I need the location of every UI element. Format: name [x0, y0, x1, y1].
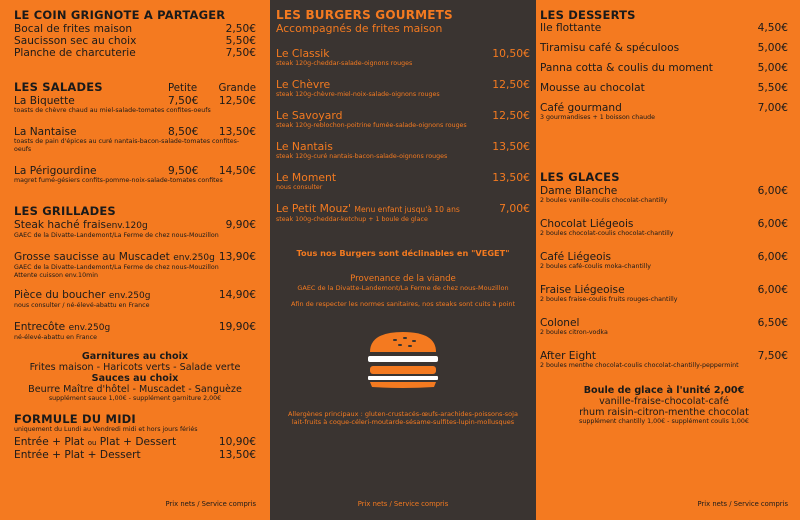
desserts-list: [540, 22, 788, 122]
garnitures-text: Frites maison - Haricots verts - Salade verte: [29, 362, 241, 373]
footer-note: Prix nets / Service compris: [165, 500, 256, 508]
col-petite: Petite: [168, 83, 198, 94]
provenance-text: GAEC de la Divatte-Landemont/La Ferme de chez nous-Mouzillon: [297, 284, 509, 292]
list-item: Panna cotta & coulis du moment 5,00€: [540, 62, 788, 74]
list-item: Bocal de frites maison 2,50€: [14, 23, 256, 35]
burgers-title: LES BURGERS GOURMETS: [276, 8, 453, 22]
formule-note: uniquement du Lundi au Vendredi midi et hors jours fériés: [14, 426, 198, 433]
list-item: Le Moment 13,50€ nous consulter: [276, 171, 530, 191]
list-item: After Eight 7,50€ 2 boules menthe chocolat-coulis chocolat-chantilly-peppermint: [540, 350, 788, 369]
list-item: Entrecôte env.250g 19,90€ né-élevé-abattu en France: [14, 321, 256, 341]
list-item: Fraise Liégeoise 6,00€ 2 boules fraise-coulis fruits rouges-chantilly: [540, 284, 788, 303]
allergenes-line-1: Allergènes principaux : gluten-crustacés-œufs-arachides-poissons-soja: [288, 410, 518, 418]
left-column: [0, 0, 270, 520]
list-item: Ile flottante 4,50€: [540, 22, 788, 34]
list-item: Entrée + Plat ou Plat + Dessert 10,90€: [14, 436, 256, 448]
sauces-text: Beurre Maître d'hôtel - Muscadet - Sanguèze: [28, 384, 242, 395]
list-item: Saucisson sec au choix 5,50€: [14, 35, 256, 47]
glaces-title: LES GLACES: [540, 170, 620, 184]
burgers-list: [276, 47, 530, 224]
desserts-title: LES DESSERTS: [540, 8, 636, 22]
list-item: Mousse au chocolat 5,50€: [540, 82, 788, 94]
right-column: [536, 0, 800, 520]
normes-text: Afin de respecter les normes sanitaires, nos steaks sont cuits à point: [290, 300, 516, 308]
grillades-list: [14, 219, 256, 342]
veget-note: Tous nos Burgers sont déclinables en "VEGET": [296, 248, 510, 258]
grillades-title: LES GRILLADES: [14, 204, 116, 218]
list-item: La Périgourdine 9,50€ 14,50€ magret fumé-gésiers confits-pomme-noix-salade-tomates confites: [14, 165, 256, 184]
footer-note: Prix nets / Service compris: [357, 500, 449, 508]
burgers-subtitle: Accompagnés de frites maison: [276, 22, 443, 35]
burger-icon: [366, 330, 440, 388]
list-item: La Biquette 7,50€ 12,50€ toasts de chèvre chaud au miel-salade-tomates confites-oeufs: [14, 95, 256, 114]
list-item: Colonel 6,50€ 2 boules citron-vodka: [540, 317, 788, 336]
list-item: Pièce du boucher env.250g 14,90€ nous consulter / né-élevé-abattu en France: [14, 289, 256, 309]
salades-title: LES SALADES: [14, 80, 103, 94]
unite-supplement: supplément chantilly 1,00€ - supplément coulis 1,00€: [579, 418, 749, 425]
list-item: Le Savoyard 12,50€ steak 120g-reblochon-poitrine fumée-salade-oignons rouges: [276, 109, 530, 129]
garnitures-block: [14, 351, 256, 403]
list-item: Planche de charcuterie 7,50€: [14, 47, 256, 59]
middle-column: [270, 0, 536, 520]
unite-title: Boule de glace à l'unité 2,00€: [583, 385, 745, 396]
provenance-title: Provenance de la viande: [350, 274, 456, 284]
list-item: La Nantaise 8,50€ 13,50€ toasts de pain d'épices au curé nantais-bacon-salade-tomates confites-oeufs: [14, 126, 256, 153]
glaces-list: [540, 185, 788, 370]
supplement-text: supplément sauce 1,00€ - supplément garniture 2,00€: [48, 395, 222, 402]
list-item: Le Petit Mouz' Menu enfant jusqu'à 10 ans 7,00€ steak 100g-cheddar-ketchup + 1 boule de glace: [276, 202, 530, 223]
list-item: Café Liégeois 6,00€ 2 boules café-coulis moka-chantilly: [540, 251, 788, 270]
list-item: Steak haché fraisenv.120g 9,90€ GAEC de la Divatte-Landemont/La Ferme de chez nous-Mouzillon: [14, 219, 256, 239]
list-item: Café gourmand 7,00€ 3 gourmandises + 1 boisson chaude: [540, 102, 788, 121]
allergenes-line-2: lait-fruits à coque-céleri-moutarde-sésame-sulfites-lupin-mollusques: [291, 418, 515, 426]
salades-header: [14, 80, 256, 94]
col-grande: Grande: [218, 83, 256, 94]
salades-list: [14, 95, 256, 185]
list-item: Entrée + Plat + Dessert 13,50€: [14, 449, 256, 461]
unite-line-1: vanille-fraise-chocolat-café: [599, 396, 729, 407]
list-item: Le Nantais 13,50€ steak 120g-curé nantais-bacon-salade-oignons rouges: [276, 140, 530, 160]
list-item: Le Chèvre 12,50€ steak 120g-chèvre-miel-noix-salade-oignons rouges: [276, 78, 530, 98]
sauces-title: Sauces au choix: [91, 373, 179, 384]
list-item: Le Classik 10,50€ steak 120g-cheddar-salade-oignons rouges: [276, 47, 530, 67]
list-item: Grosse saucisse au Muscadet env.250g 13,90€ GAEC de la Divatte-Landemont/La Ferme de chez nous-Mouzillon Attente cuisson env.10min: [14, 251, 256, 279]
unite-line-2: rhum raisin-citron-menthe chocolat: [579, 407, 749, 418]
garnitures-title: Garnitures au choix: [81, 351, 189, 362]
list-item: Tiramisu café & spéculoos 5,00€: [540, 42, 788, 54]
list-item: Dame Blanche 6,00€ 2 boules vanille-coulis chocolat-chantilly: [540, 185, 788, 204]
formule-title: FORMULE DU MIDI: [14, 412, 136, 426]
list-item: Chocolat Liégeois 6,00€ 2 boules chocolat-coulis chocolat-chantilly: [540, 218, 788, 237]
unite-block: [540, 385, 788, 426]
grignote-title: LE COIN GRIGNOTE A PARTAGER: [14, 8, 226, 22]
footer-note: Prix nets / Service compris: [697, 500, 788, 508]
grignote-list: [14, 23, 256, 59]
